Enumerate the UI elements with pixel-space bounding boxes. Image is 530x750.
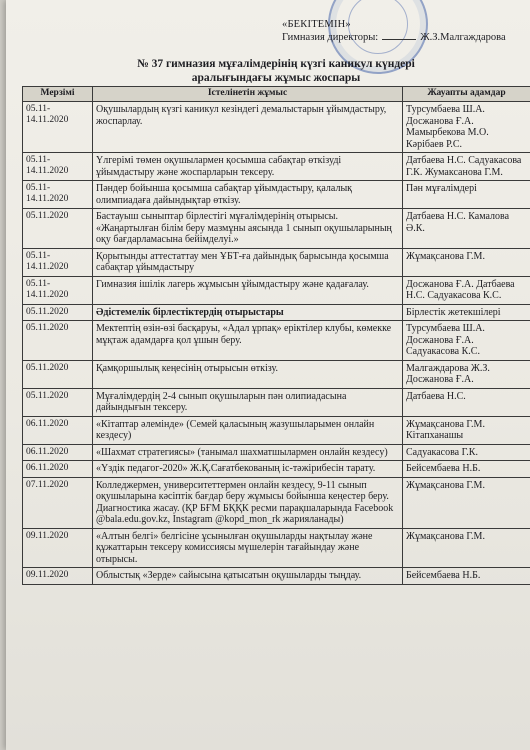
cell-work: Гимназия ішілік лагерь жұмысын ұйымдастыру және қадағалау. xyxy=(93,276,403,304)
cell-work: Үлгерімі төмен оқушылармен қосымша сабақтар өткізуді ұйымдастыру және жоспарларын тексеру. xyxy=(93,153,403,181)
cell-responsible: Датбаева Н.С. Садуакасова Г.К. Жумаксанова Г.М. xyxy=(403,153,530,181)
cell-work: Колледжермен, университеттермен онлайн кездесу, 9-11 сынып оқушыларына кәсіптік бағдар беру жұмысы бойынша кеңестер беру. Диагностика жасау. (ҚР БҒМ БҚҚК ресми парақшаларында Facebook @bala.edu.gov.kz, Instagram @kopd_mon_rk жарияланады) xyxy=(93,477,403,528)
table-row xyxy=(23,444,530,461)
table-row xyxy=(23,153,530,181)
approval-line xyxy=(282,31,506,44)
cell-date: 05.11-14.11.2020 xyxy=(23,102,93,153)
table-row xyxy=(23,321,530,361)
header-responsible: Жауапты адамдар xyxy=(403,87,530,102)
document-title: № 37 гимназия мұғалімдерінің күзгі каникул күндері xyxy=(137,58,415,70)
table-row xyxy=(23,388,530,416)
cell-work: Оқушылардың күзгі каникул кезіндегі демалыстарын ұйымдастыру, жоспарлау. xyxy=(93,102,403,153)
table-row xyxy=(23,181,530,209)
cell-date: 05.11-14.11.2020 xyxy=(23,153,93,181)
cell-date: 05.11-14.11.2020 xyxy=(23,276,93,304)
cell-responsible: Садуакасова Г.К. xyxy=(403,444,530,461)
cell-responsible: Малгаждарова Ж.З. Досжанова Ғ.А. xyxy=(403,360,530,388)
table-row xyxy=(23,360,530,388)
cell-work: Пәндер бойынша қосымша сабақтар ұйымдастыру, қалалық олимпиадаға дайындықтар өткізу. xyxy=(93,181,403,209)
table-row xyxy=(23,248,530,276)
cell-work: Бастауыш сыныптар бірлестігі мұғалімдерінің отырысы. «Жаңартылған білім беру мазмұны аясында 1 сынып оқушыларының оқу бағдарламасына бейімделуі.» xyxy=(93,209,403,249)
document-subtitle: аралығындағы жұмыс жоспары xyxy=(191,72,361,84)
cell-work: Мектептің өзін-өзі басқаруы, «Адал ұрпақ» еріктілер клубы, көмекке мұқтаж адамдарға қол ұшын беру. xyxy=(93,321,403,361)
approval-name: Ж.З.Малгаждарова xyxy=(420,32,506,43)
cell-date: 07.11.2020 xyxy=(23,477,93,528)
cell-responsible: Бірлестік жетекшілері xyxy=(403,304,530,321)
cell-work: Облыстық «Зерде» сайысына қатысатын оқушыларды тыңдау. xyxy=(93,568,403,585)
cell-date: 05.11-14.11.2020 xyxy=(23,181,93,209)
table-row xyxy=(23,416,530,444)
table-row xyxy=(23,568,530,585)
document-page xyxy=(6,0,530,750)
table-row xyxy=(23,102,530,153)
cell-responsible: Датбаева Н.С. xyxy=(403,388,530,416)
cell-work: «Шахмат стратегиясы» (танымал шахматшылармен онлайн кездесу) xyxy=(93,444,403,461)
cell-work: «Алтын белгі» белгісіне ұсынылған оқушыларды нақтылау және құжаттарын тексеру комиссиясы мүшелерін тағайындау және отырысы. xyxy=(93,528,403,568)
header-date: Мерзімі xyxy=(23,87,93,102)
table-row xyxy=(23,528,530,568)
cell-work: Әдістемелік бірлестіктердің отырыстары xyxy=(93,304,403,321)
approval-title: «БЕКІТЕМІН» xyxy=(282,19,351,30)
cell-responsible: Датбаева Н.С. Камалова Ә.К. xyxy=(403,209,530,249)
table-row xyxy=(23,461,530,478)
cell-date: 05.11.2020 xyxy=(23,209,93,249)
approval-position: Гимназия директоры: xyxy=(282,32,379,43)
approval-block xyxy=(282,18,506,44)
table-row xyxy=(23,209,530,249)
cell-date: 09.11.2020 xyxy=(23,568,93,585)
table-header-row xyxy=(23,87,530,102)
cell-responsible: Турсумбаева Ш.А. Досжанова Ғ.А. Мамырбекова М.О. Кәрібаев Р.С. xyxy=(403,102,530,153)
cell-responsible: Бейсембаева Н.Б. xyxy=(403,568,530,585)
cell-responsible: Жұмақсанова Г.М. xyxy=(403,477,530,528)
cell-date: 05.11.2020 xyxy=(23,321,93,361)
cell-date: 06.11.2020 xyxy=(23,444,93,461)
cell-responsible: Жұмақсанова Г.М. xyxy=(403,248,530,276)
cell-responsible: Жұмақсанова Г.М. Кітапханашы xyxy=(403,416,530,444)
cell-date: 05.11.2020 xyxy=(23,388,93,416)
cell-date: 05.11.2020 xyxy=(23,304,93,321)
cell-work: Мұғалімдердің 2-4 сынып оқушыларын пән олипиадасына дайындығын тексеру. xyxy=(93,388,403,416)
cell-work: Қамқоршылық кеңесінің отырысын өткізу. xyxy=(93,360,403,388)
cell-responsible: Жұмақсанова Г.М. xyxy=(403,528,530,568)
cell-responsible: Досжанова Ғ.А. Датбаева Н.С. Садуакасова К.С. xyxy=(403,276,530,304)
cell-date: 05.11.2020 xyxy=(23,360,93,388)
cell-date: 06.11.2020 xyxy=(23,416,93,444)
cell-date: 05.11-14.11.2020 xyxy=(23,248,93,276)
table-row xyxy=(23,276,530,304)
cell-responsible: Пән мұғалімдері xyxy=(403,181,530,209)
table-row xyxy=(23,477,530,528)
cell-work: Қорытынды аттестаттау мен ҰБТ-ға дайындық барысында қосымша сабақтар ұйымдастыру xyxy=(93,248,403,276)
cell-work: «Үздік педагог-2020» Ж.Қ.Сағатбекованың іс-тәжірибесін тарату. xyxy=(93,461,403,478)
cell-date: 09.11.2020 xyxy=(23,528,93,568)
cell-responsible: Турсумбаева Ш.А. Досжанова Ғ.А. Садуакасова К.С. xyxy=(403,321,530,361)
signature-line xyxy=(382,39,416,40)
table-section-row xyxy=(23,304,530,321)
header-work: Істелінетін жұмыс xyxy=(93,87,403,102)
cell-responsible: Бейсембаева Н.Б. xyxy=(403,461,530,478)
cell-work: «Кітаптар әлемінде» (Семей қаласының жазушыларымен онлайн кездесу) xyxy=(93,416,403,444)
cell-date: 06.11.2020 xyxy=(23,461,93,478)
plan-table xyxy=(22,86,530,585)
